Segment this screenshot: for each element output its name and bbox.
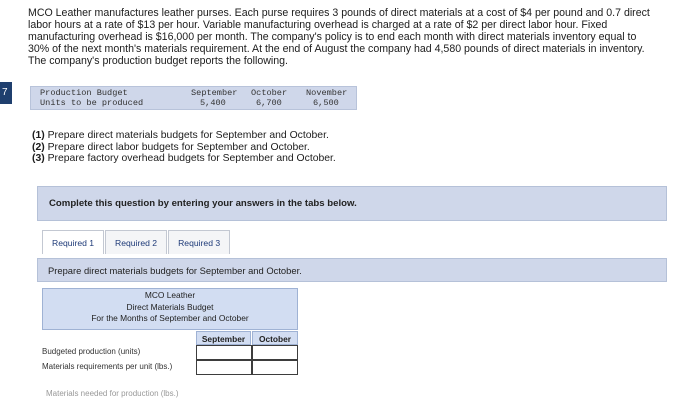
- problem-statement: [28, 7, 668, 67]
- requirement-text: Prepare factory overhead budgets for September and October.: [44, 153, 336, 164]
- requirement-number: (2): [32, 141, 45, 153]
- row-label-materials-per-unit: Materials requirements per unit (lbs.): [42, 362, 173, 371]
- budget-period: For the Months of September and October: [91, 313, 249, 323]
- instruction-banner: [37, 186, 667, 221]
- company-name: MCO Leather: [144, 290, 196, 300]
- input-materials-per-unit-october[interactable]: [252, 360, 298, 375]
- instruction-text: Complete this question by entering your answers in the tabs below.: [49, 198, 357, 209]
- input-budgeted-production-september[interactable]: [196, 345, 252, 360]
- column-header-september: September: [196, 331, 251, 345]
- problem-line: labor hours at a rate of $13 per hour. Variable manufacturing overhead is charged at a rate of $2 per direct labor hour. Fixed: [28, 19, 608, 31]
- question-number-badge: 7: [0, 82, 12, 104]
- requirement-item: [32, 142, 336, 154]
- production-budget-box: [30, 86, 357, 110]
- requirement-item: [32, 153, 336, 165]
- requirements-list: [32, 130, 336, 165]
- requirement-item: [32, 130, 336, 142]
- month-header-october: October: [251, 88, 288, 98]
- problem-line: manufacturing overhead is $16,000 per month. The company's policy is to end each month with direct materials inventory equal to: [28, 31, 637, 43]
- tab-required-3[interactable]: Required 3: [168, 230, 230, 254]
- requirement-tabs: [42, 230, 231, 254]
- requirement-text: Prepare direct materials budgets for September and October.: [44, 130, 329, 141]
- tab-required-2[interactable]: Required 2: [105, 230, 167, 254]
- month-header-november: November: [306, 88, 348, 98]
- row-label-materials-needed-cutoff: Materials needed for production (lbs.): [46, 389, 179, 398]
- column-header-october: October: [252, 331, 298, 345]
- month-header-september: September: [191, 88, 238, 98]
- units-november: 6,500: [313, 98, 339, 108]
- prompt-banner: [37, 258, 667, 282]
- problem-line: 30% of the next month's materials requirement. At the end of August the company had 4,580 pounds of direct materials in inventory.: [28, 43, 645, 55]
- units-produced-label: Units to be produced: [40, 98, 144, 108]
- input-budgeted-production-october[interactable]: [252, 345, 298, 360]
- materials-per-unit-september-field[interactable]: [197, 363, 251, 376]
- production-budget-label: Production Budget: [40, 88, 128, 98]
- budget-title: Direct Materials Budget: [126, 301, 214, 312]
- budget-table-header: [42, 288, 298, 330]
- problem-line: MCO Leather manufactures leather purses. Each purse requires 3 pounds of direct materials at a cost of $4 per pound and 0.7 direct: [28, 7, 650, 19]
- requirement-number: (1): [32, 130, 45, 141]
- prompt-text: Prepare direct materials budgets for September and October.: [48, 265, 302, 276]
- requirement-number: (3): [32, 153, 45, 164]
- row-label-budgeted-production: Budgeted production (units): [42, 347, 141, 356]
- problem-line: The company's production budget reports the following.: [28, 55, 288, 67]
- input-materials-per-unit-september[interactable]: [196, 360, 252, 375]
- materials-per-unit-october-field[interactable]: [253, 363, 297, 376]
- tab-required-1[interactable]: Required 1: [42, 230, 104, 254]
- units-october: 6,700: [256, 98, 282, 108]
- requirement-text: Prepare direct labor budgets for September and October.: [44, 141, 310, 153]
- units-september: 5,400: [200, 98, 226, 108]
